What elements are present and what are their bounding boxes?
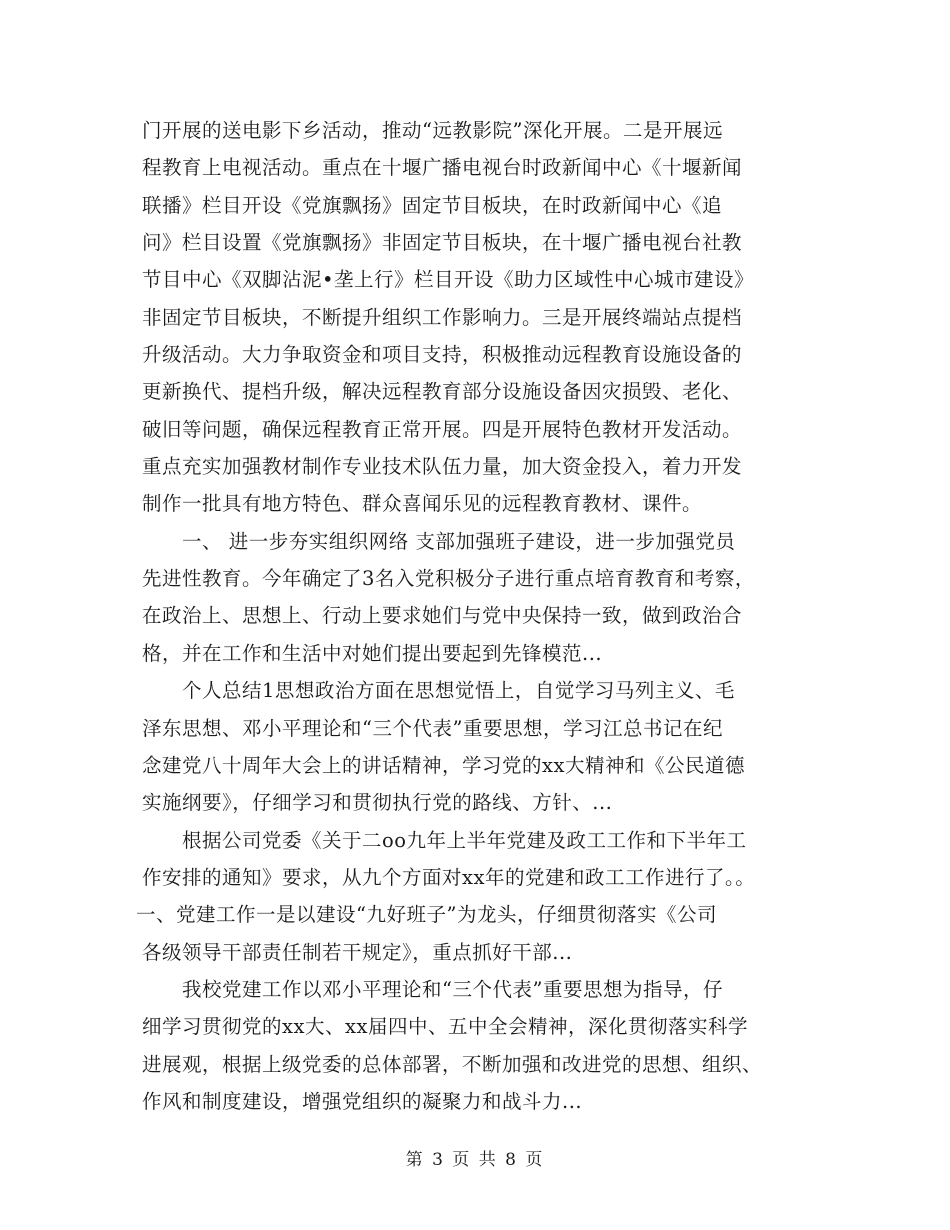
text-line: 念建党八十周年大会上的讲话精神，学习党的xx大精神和《公民道德	[142, 753, 745, 777]
text-line: 一、党建工作一是以建设“九好班子”为龙头，仔细贯彻落实《公司	[136, 903, 717, 927]
paragraph-start-line: 一、 进一步夯实组织网络 支部加强班子建设，进一步加强党员	[182, 529, 736, 553]
text-line: 格，并在工作和生活中对她们提出要起到先锋模范...	[142, 641, 603, 665]
text-line: 非固定节目板块，不断提升组织工作影响力。三是开展终端站点提档	[142, 305, 743, 329]
paragraph-start-line: 根据公司党委《关于二oo九年上半年党建及政工工作和下半年工	[182, 828, 747, 852]
text-line: 问》栏目设置《党旗飘扬》非固定节目板块，在十堰广播电视台社教	[142, 231, 743, 255]
text-line: 实施纲要》，仔细学习和贯彻执行党的路线、方针、...	[142, 791, 613, 815]
paragraph-start-line: 我校党建工作以邓小平理论和“三个代表”重要思想为指导，仔	[182, 977, 723, 1001]
text-line: 门开展的送电影下乡活动，推动“远教影院”深化开展。二是开展远	[142, 119, 723, 142]
text-line: 泽东思想、邓小平理论和“三个代表”重要思想，学习江总书记在纪	[142, 716, 723, 740]
text-line: 制作一批具有地方特色、群众喜闻乐见的远程教育教材、课件。	[142, 492, 703, 516]
text-line: 重点充实加强教材制作专业技术队伍力量，加大资金投入，着力开发	[142, 455, 743, 479]
text-line: 联播》栏目开设《党旗飘扬》固定节目板块，在时政新闻中心《追	[142, 193, 723, 217]
text-line: 破旧等问题，确保远程教育正常开展。四是开展特色教材开发活动。	[142, 417, 743, 441]
document-body	[136, 112, 822, 1120]
text-line: 作安排的通知》要求，从九个方面对xx年的党建和政工工作进行了。。	[142, 865, 756, 889]
text-line: 细学习贯彻党的xx大、xx届四中、五中全会精神，深化贯彻落实科学	[142, 1015, 748, 1039]
paragraph-start-line: 个人总结1思想政治方面在思想觉悟上，自觉学习马列主义、毛	[182, 679, 735, 703]
text-line: 程教育上电视活动。重点在十堰广播电视台时政新闻中心《十堰新闻	[142, 156, 743, 180]
text-line: 更新换代、提档升级，解决远程教育部分设施设备因灾损毁、老化、	[142, 380, 743, 404]
text-line: 在政治上、思想上、行动上要求她们与党中央保持一致，做到政治合	[142, 604, 743, 628]
text-line: 节目中心《双脚沾泥•垄上行》栏目开设《助力区域性中心城市建设》	[142, 268, 755, 292]
text-line: 作风和制度建设，增强党组织的凝聚力和战斗力...	[142, 1089, 583, 1113]
text-line: 先进性教育。今年确定了3名入党积极分子进行重点培育教育和考察，	[142, 567, 755, 591]
text-line: 各级领导干部责任制若干规定》，重点抓好干部...	[142, 940, 573, 964]
text-line: 进展观，根据上级党委的总体部署，不断加强和改进党的思想、组织、	[142, 1052, 763, 1076]
page-number-footer: 第 3 页 共 8 页	[405, 1150, 545, 1170]
text-line: 升级活动。大力争取资金和项目支持，积极推动远程教育设施设备的	[142, 343, 743, 367]
